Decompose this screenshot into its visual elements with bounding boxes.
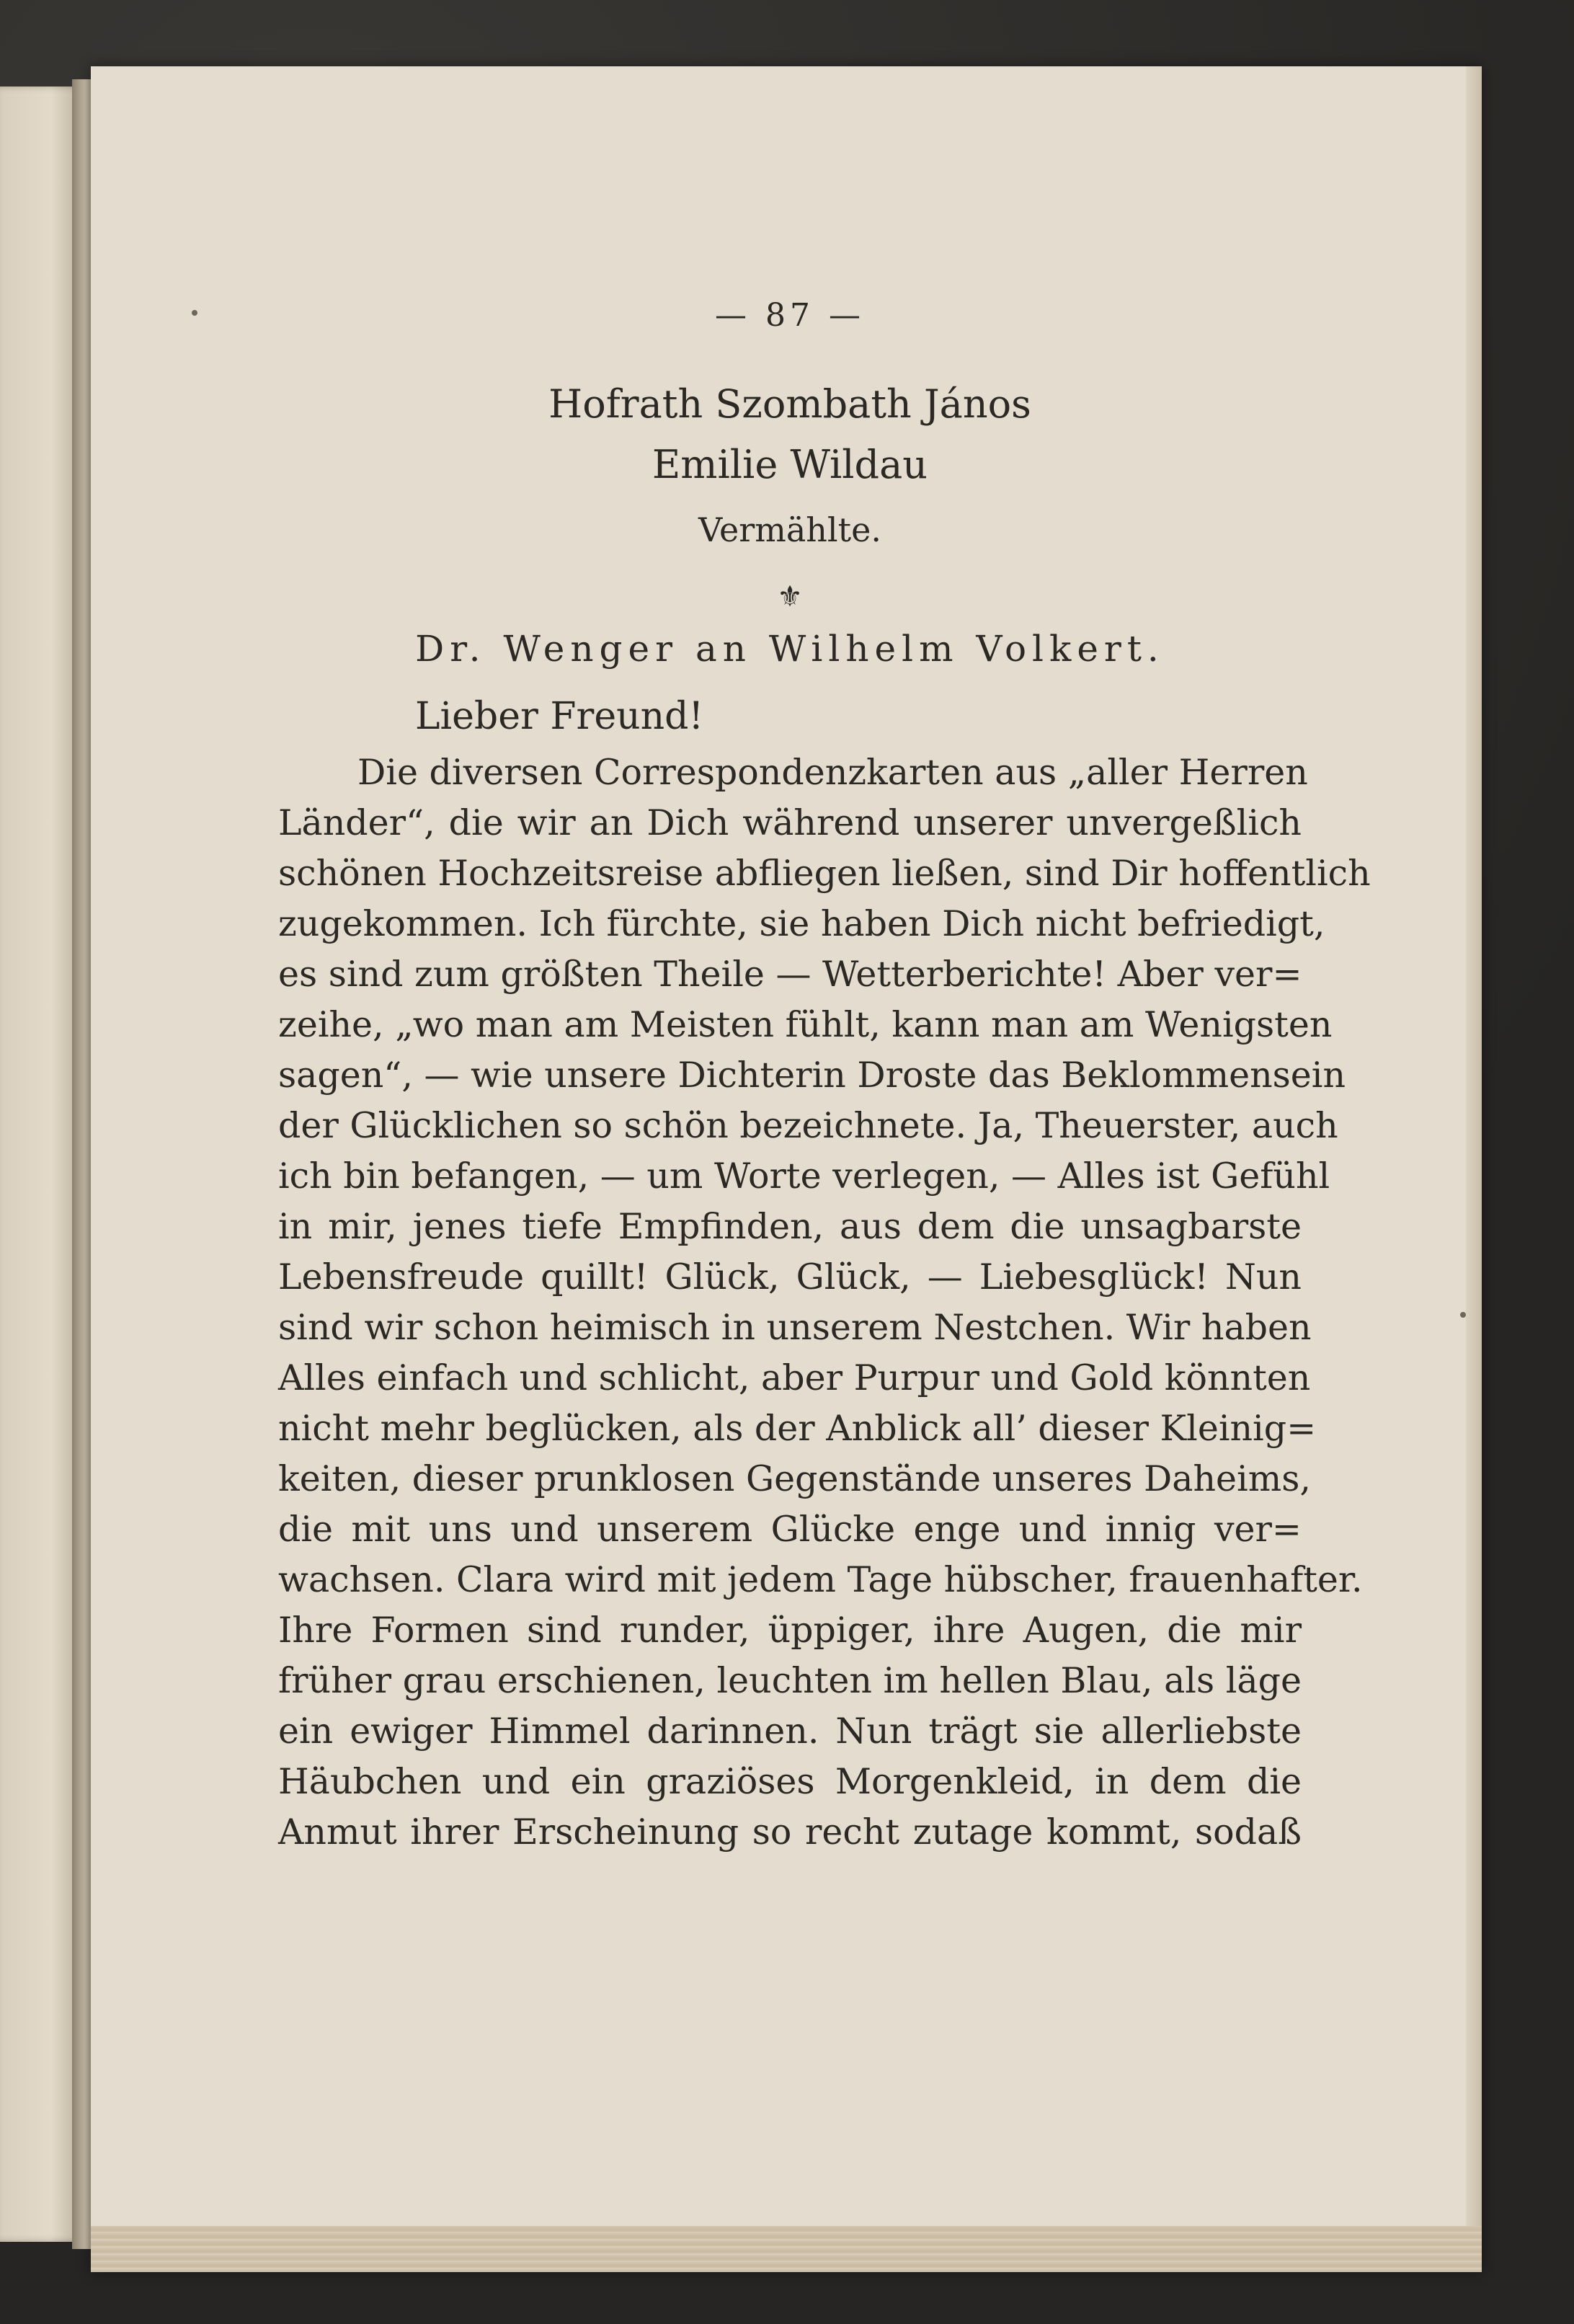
- text-line: der Glücklichen so schön bezeichnete. Ja, Theuerster, auch: [278, 1105, 1338, 1146]
- text-line: sind wir schon heimisch in unserem Nestchen. Wir haben: [278, 1307, 1312, 1348]
- text-line: Die diversen Correspondenzkarten aus „aller Herren: [357, 752, 1308, 793]
- text-line: Lebensfreude quillt! Glück, Glück, — Liebesglück! Nun: [278, 1256, 1302, 1298]
- text-line: früher grau erschienen, leuchten im hellen Blau, als läge: [278, 1660, 1302, 1701]
- text-line: ich bin befangen, — um Worte verlegen, — Alles ist Gefühl: [278, 1156, 1330, 1197]
- ornament-icon: ⚜: [777, 580, 803, 613]
- text-line: Alles einfach und schlicht, aber Purpur und Gold könnten: [278, 1357, 1311, 1398]
- text-line: wachsen. Clara wird mit jedem Tage hübscher, frauenhafter.: [278, 1559, 1363, 1600]
- text-line: schönen Hochzeitsreise abfliegen ließen, sind Dir hoffentlich: [278, 853, 1371, 894]
- text-line: zeihe, „wo man am Meisten fühlt, kann man am Wenigsten: [278, 1004, 1333, 1045]
- text-line: ein ewiger Himmel darinnen. Nun trägt sie allerliebste: [278, 1711, 1302, 1752]
- book-page: [91, 66, 1482, 2272]
- page-number: — 87 —: [715, 297, 865, 334]
- margin-dot: [192, 310, 197, 316]
- letter-body: [278, 748, 1371, 1858]
- text-line: Anmut ihrer Erscheinung so recht zutage kommt, sodaß: [278, 1811, 1302, 1853]
- announcement-line: Hofrath Szombath János: [548, 381, 1031, 427]
- page-edge: [1466, 66, 1482, 2272]
- text-line: es sind zum größten Theile — Wetterberichte! Aber ver=: [278, 954, 1302, 995]
- text-line: in mir, jenes tiefe Empfinden, aus dem die unsagbarste: [278, 1206, 1302, 1247]
- text-line: keiten, dieser prunklosen Gegenstände unseres Daheims,: [278, 1458, 1311, 1499]
- text-line: sagen“, — wie unsere Dichterin Droste das Beklommensein: [278, 1055, 1346, 1096]
- page-content: [278, 297, 1371, 1858]
- letter-title: Dr. Wenger an Wilhelm Volkert.: [415, 628, 1165, 670]
- salutation: Lieber Freund!: [415, 695, 704, 738]
- text-line: Häubchen und ein graziöses Morgenkleid, in dem die: [278, 1761, 1302, 1802]
- announcement-line: Emilie Wildau: [652, 442, 928, 487]
- margin-dot: [1460, 1312, 1466, 1318]
- text-line: Länder“, die wir an Dich während unserer unvergeßlich: [278, 802, 1302, 843]
- page-stack-bottom: [91, 2226, 1482, 2272]
- text-line: nicht mehr beglücken, als der Anblick all’ dieser Kleinig=: [278, 1408, 1317, 1449]
- text-line: Ihre Formen sind runder, üppiger, ihre Augen, die mir: [278, 1610, 1302, 1651]
- announcement-line: Vermählte.: [698, 510, 881, 549]
- text-line: zugekommen. Ich fürchte, sie haben Dich nicht befriedigt,: [278, 903, 1325, 944]
- text-line: die mit uns und unserem Glücke enge und innig ver=: [278, 1509, 1302, 1550]
